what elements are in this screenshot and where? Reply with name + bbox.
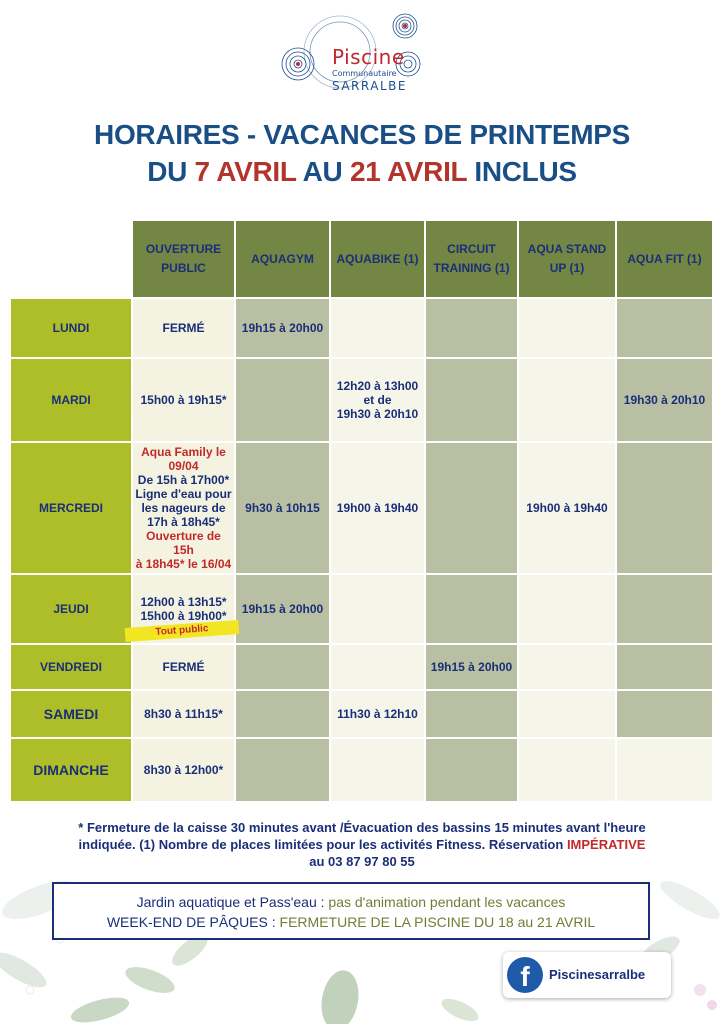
title-inclus: INCLUS xyxy=(466,156,577,187)
cell-aquagym: 19h15 à 20h00 xyxy=(236,575,329,643)
cell-circuit xyxy=(426,443,517,573)
footnote-phone: au 03 87 97 80 55 xyxy=(309,854,415,869)
day-mercredi: MERCREDI xyxy=(11,443,131,573)
cell-aquafit xyxy=(617,691,712,737)
cell-standup xyxy=(519,645,615,689)
column-header-circuit: CIRCUIT TRAINING (1) xyxy=(426,221,517,297)
table-corner xyxy=(11,221,131,297)
column-header-aquafit: AQUA FIT (1) xyxy=(617,221,712,297)
cell-standup xyxy=(519,739,615,801)
table-row xyxy=(11,645,712,689)
cell-aquagym xyxy=(236,645,329,689)
column-header-public: OUVERTURE PUBLIC xyxy=(133,221,234,297)
title-start-date: 7 AVRIL xyxy=(194,156,297,187)
cell-aquafit: 19h30 à 20h10 xyxy=(617,359,712,441)
cell-circuit xyxy=(426,575,517,643)
cell-line: 12h00 à 13h15* xyxy=(140,595,227,609)
title-line-1: HORAIRES - VACANCES DE PRINTEMPS xyxy=(94,119,630,150)
facebook-link[interactable] xyxy=(503,952,671,998)
cell-circuit xyxy=(426,299,517,357)
cell-line: 15h00 à 19h00* xyxy=(140,609,227,623)
title-au: AU xyxy=(296,156,350,187)
cell-aquabike: 11h30 à 12h10 xyxy=(331,691,424,737)
cell-aquabike: 19h00 à 19h40 xyxy=(331,443,424,573)
column-header-standup: AQUA STAND UP (1) xyxy=(519,221,615,297)
title-line-2 xyxy=(0,153,724,191)
table-header-row xyxy=(11,221,712,297)
cell-line: Ligne d'eau pour xyxy=(135,487,232,501)
logo xyxy=(280,12,440,92)
cell-aquabike xyxy=(331,299,424,357)
cell-standup xyxy=(519,691,615,737)
info-box xyxy=(52,882,650,940)
footnote-line-1: * Fermeture de la caisse 30 minutes avant /Évacuation des bassins 15 minutes avant l'heure xyxy=(78,820,646,835)
footnote-line-2-text: indiquée. (1) Nombre de places limitées pour les activités Fitness. Réservation xyxy=(78,837,567,852)
column-header-aquagym: AQUAGYM xyxy=(236,221,329,297)
logo-city: SARRALBE xyxy=(332,79,407,93)
cell-aquafit xyxy=(617,575,712,643)
day-dimanche: DIMANCHE xyxy=(11,739,131,801)
cell-line: 12h20 à 13h00 xyxy=(336,379,419,393)
info-line-2 xyxy=(54,912,648,932)
facebook-icon: f xyxy=(507,957,543,993)
day-mardi: MARDI xyxy=(11,359,131,441)
logo-title: Piscine xyxy=(332,45,405,69)
cell-aquafit xyxy=(617,739,712,801)
cell-line: Ouverture de 15h xyxy=(146,529,221,557)
day-jeudi: JEUDI xyxy=(11,575,131,643)
cell-standup xyxy=(519,299,615,357)
cell-line: à 18h45* le 16/04 xyxy=(135,557,232,571)
cell-standup: 19h00 à 19h40 xyxy=(519,443,615,573)
cell-aquagym xyxy=(236,739,329,801)
cell-line: Aqua Family le xyxy=(141,445,226,459)
cell-line: 19h30 à 20h10 xyxy=(336,407,419,421)
cell-circuit xyxy=(426,739,517,801)
day-vendredi: VENDREDI xyxy=(11,645,131,689)
cell-line: 17h à 18h45* xyxy=(147,515,220,529)
table-row xyxy=(11,299,712,357)
page-title xyxy=(0,117,724,191)
info-key-1: Jardin aquatique et Pass'eau : xyxy=(136,894,329,910)
cell-aquabike xyxy=(331,575,424,643)
cell-aquabike xyxy=(331,645,424,689)
footnote xyxy=(20,819,704,870)
cell-aquagym xyxy=(236,691,329,737)
table-row xyxy=(11,739,712,801)
title-du: DU xyxy=(147,156,195,187)
cell-line: 09/04 xyxy=(168,459,199,473)
footnote-line-2 xyxy=(20,836,704,853)
cell-line: De 15h à 17h00* xyxy=(137,473,230,487)
cell-aquafit xyxy=(617,299,712,357)
info-line-1 xyxy=(54,892,648,912)
table-row xyxy=(11,575,712,643)
logo-subtitle: Communautaire xyxy=(332,69,397,78)
cell-public: 8h30 à 11h15* xyxy=(133,691,234,737)
title-end-date: 21 AVRIL xyxy=(349,156,467,187)
tout-public-tag: Tout public xyxy=(125,620,240,642)
day-samedi: SAMEDI xyxy=(11,691,131,737)
cell-public: 15h00 à 19h15* xyxy=(133,359,234,441)
cell-aquafit xyxy=(617,645,712,689)
column-header-aquabike: AQUABIKE (1) xyxy=(331,221,424,297)
cell-standup xyxy=(519,359,615,441)
cell-line: les nageurs de xyxy=(141,501,226,515)
cell-aquabike xyxy=(331,359,424,441)
cell-public: 8h30 à 12h00* xyxy=(133,739,234,801)
cell-public xyxy=(133,443,234,573)
facebook-label: Piscinesarralbe xyxy=(549,967,646,982)
cell-public: FERMÉ xyxy=(133,645,234,689)
day-lundi: LUNDI xyxy=(11,299,131,357)
cell-public: FERMÉ xyxy=(133,299,234,357)
cell-circuit xyxy=(426,359,517,441)
table-row xyxy=(11,359,712,441)
cell-aquagym: 9h30 à 10h15 xyxy=(236,443,329,573)
table-row xyxy=(11,691,712,737)
cell-standup xyxy=(519,575,615,643)
cell-aquabike xyxy=(331,739,424,801)
table-row xyxy=(11,443,712,573)
cell-aquafit xyxy=(617,443,712,573)
cell-circuit: 19h15 à 20h00 xyxy=(426,645,517,689)
cell-line: et de xyxy=(363,393,392,407)
info-value-1: pas d'animation pendant les vacances xyxy=(328,894,566,910)
cell-aquagym xyxy=(236,359,329,441)
cell-aquagym: 19h15 à 20h00 xyxy=(236,299,329,357)
schedule-table xyxy=(9,219,714,803)
footnote-imperative: IMPÉRATIVE xyxy=(566,837,646,852)
cell-circuit xyxy=(426,691,517,737)
info-key-2: WEEK-END DE PÂQUES : xyxy=(106,914,280,930)
info-value-2: FERMETURE DE LA PISCINE DU 18 au 21 AVRIL xyxy=(279,914,596,930)
